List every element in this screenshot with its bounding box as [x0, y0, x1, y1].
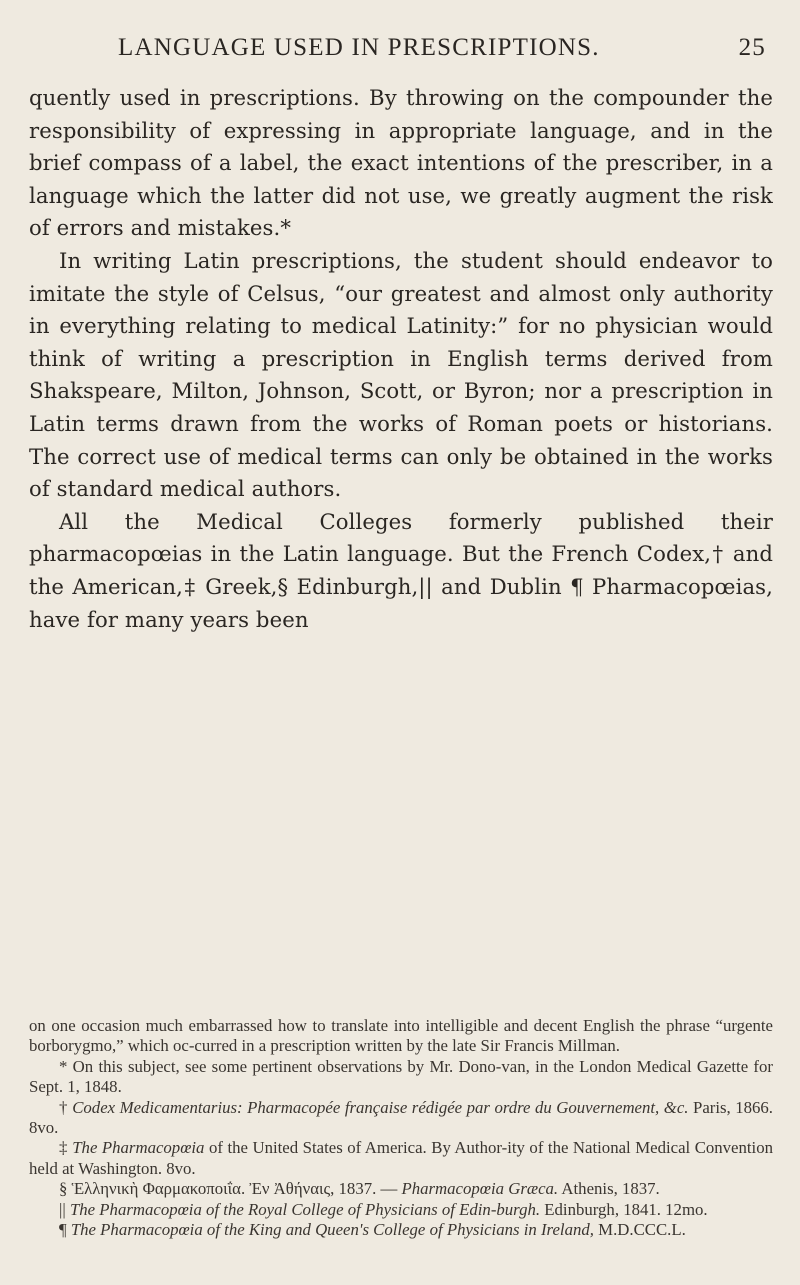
- footnote-title: The Pharmacopœia of the Royal College of Physicians of Edin-burgh.: [69, 1199, 541, 1219]
- footnote-mark: †: [59, 1097, 68, 1117]
- footnote-rest: Edinburgh, 1841. 12mo.: [544, 1199, 708, 1219]
- footnote-title: Pharmacopœia Græca.: [401, 1179, 559, 1199]
- main-text: [29, 82, 773, 636]
- footnote-mark: ||: [59, 1199, 66, 1219]
- footnote-pilcrow: [29, 1220, 773, 1240]
- footnote-title: Codex Medicamentarius: Pharmacopée française rédigée par ordre du Gouvernement, &c.: [72, 1097, 689, 1117]
- footnote-rest: Paris, 1866. 8vo.: [29, 1097, 774, 1138]
- footnote-dagger: [29, 1098, 773, 1139]
- footnote-star: * On this subject, see some pertinent observations by Mr. Dono-van, in the London Medical Gazette for Sept. 1, 1848.: [29, 1056, 773, 1097]
- page-number: 25: [738, 34, 766, 61]
- footnote-rest: M.D.CCC.L.: [598, 1220, 686, 1240]
- paragraph-pharmacopoeias: All the Medical Colleges formerly published their pharmacopœias in the Latin language. But the French Codex,† and the American,‡ Greek,§ Edinburgh,|| and Dublin ¶ Pharmacopœias, have for many years been: [29, 508, 773, 632]
- running-title: LANGUAGE USED IN PRESCRIPTIONS.: [118, 34, 600, 61]
- footnote-mark: ¶: [59, 1220, 67, 1240]
- paragraph-latin-prescriptions: In writing Latin prescriptions, the student should endeavor to imitate the style of Celsus, “our greatest and almost only authority in everything relating to medical Latinity:” for no physician would think of writing a prescription in English terms derived from Shakspeare, Milton, Johnson, Scott, or Byron; nor a prescription in Latin terms drawn from the works of Roman poets or historians. The correct use of medical terms can only be obtained in the works of standard medical authors.: [29, 247, 773, 502]
- footnote-parallel: [29, 1200, 773, 1220]
- footnote-title: The Pharmacopœia of the King and Queen's College of Physicians in Ireland,: [70, 1220, 594, 1240]
- footnote-mark: ‡: [59, 1138, 68, 1158]
- running-header: [118, 34, 766, 68]
- footnote-rest: of the United States of America. By Author-ity of the National Medical Convention held at Washington. 8vo.: [29, 1138, 774, 1178]
- footnote-section: [29, 1179, 773, 1199]
- footnote-rest: Athenis, 1837.: [561, 1179, 660, 1199]
- footnote-title: The Pharmacopœia: [72, 1138, 205, 1158]
- footnote-greek-text: § Ἑλληνικὴ Φαρμακοποιΐα. Ἐν Ἀθήναις, 1837. —: [59, 1179, 398, 1199]
- footnote-continuation: on one occasion much embarrassed how to translate into intelligible and decent English the phrase “urgente borborygmo,” which oc-curred in a prescription written by the late Sir Francis Millman.: [29, 1016, 773, 1056]
- paragraph-continuation: quently used in prescriptions. By throwing on the compounder the responsibility of expressing in appropriate language, and in the brief compass of a label, the exact intentions of the prescriber, in a language which the latter did not use, we greatly augment the risk of errors and mistakes.*: [29, 85, 773, 241]
- footnote-double-dagger: [29, 1138, 773, 1179]
- footnotes: [29, 1016, 773, 1240]
